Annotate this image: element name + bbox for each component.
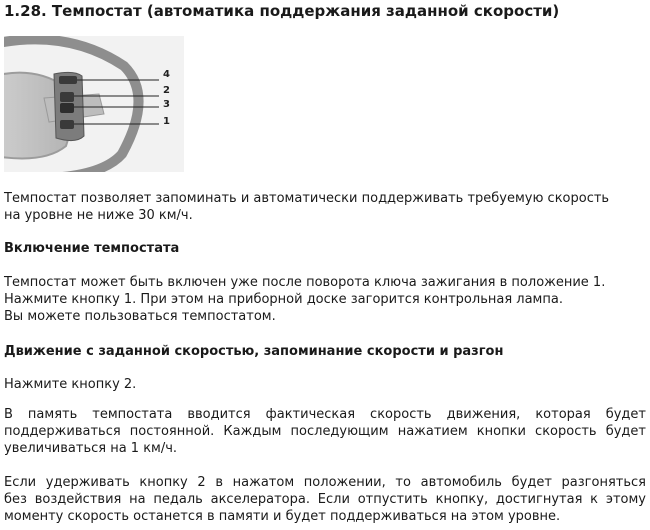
acceleration-line: Если удерживать кнопку 2 в нажатом положении, то автомобиль будет разгоняться	[4, 475, 646, 490]
button-1	[60, 120, 74, 129]
memory-paragraph	[4, 406, 646, 457]
button-4	[59, 76, 77, 84]
step-line: Нажмите кнопку 2.	[4, 377, 137, 392]
section-heading-enable: Включение темпостата	[4, 241, 180, 256]
enable-line: Вы можете пользоваться темпостатом.	[4, 309, 276, 324]
page-title: 1.28. Темпостат (автоматика поддержания заданной скорости)	[4, 2, 560, 20]
acceleration-line: моменту скорость останется в памяти и будет поддерживаться на этом уровне.	[4, 509, 561, 524]
callout-label-3: 3	[163, 99, 170, 110]
enable-line: Темпостат может быть включен уже после поворота ключа зажигания в положение 1.	[4, 275, 606, 290]
enable-line: Нажмите кнопку 1. При этом на приборной доске загорится контрольная лампа.	[4, 292, 563, 307]
section-heading-driving: Движение с заданной скоростью, запоминание скорости и разгон	[4, 344, 504, 359]
button-2	[60, 92, 74, 102]
memory-line: увеличиваться на 1 км/ч.	[4, 441, 178, 456]
button-3	[60, 103, 74, 113]
intro-line: на уровне не ниже 30 км/ч.	[4, 208, 193, 223]
callout-label-1: 1	[163, 116, 170, 127]
steering-wheel-cruise-control-figure	[4, 36, 184, 172]
enable-paragraph	[4, 274, 646, 325]
press-button-2-paragraph	[4, 376, 646, 393]
memory-line: поддерживаться постоянной. Каждым последующим нажатием кнопки скорость будет	[4, 424, 646, 439]
memory-line: В память темпостата вводится фактическая скорость движения, которая будет	[4, 407, 646, 422]
callout-label-4: 4	[163, 69, 170, 80]
callout-label-2: 2	[163, 85, 170, 96]
steering-wheel-icon	[4, 36, 184, 172]
intro-line: Темпостат позволяет запоминать и автоматически поддерживать требуемую скорость	[4, 191, 610, 206]
acceleration-paragraph	[4, 474, 646, 525]
intro-paragraph	[4, 190, 646, 224]
acceleration-line: без воздействия на педаль акселератора. Если отпустить кнопку, достигнутая к этому	[4, 492, 646, 507]
